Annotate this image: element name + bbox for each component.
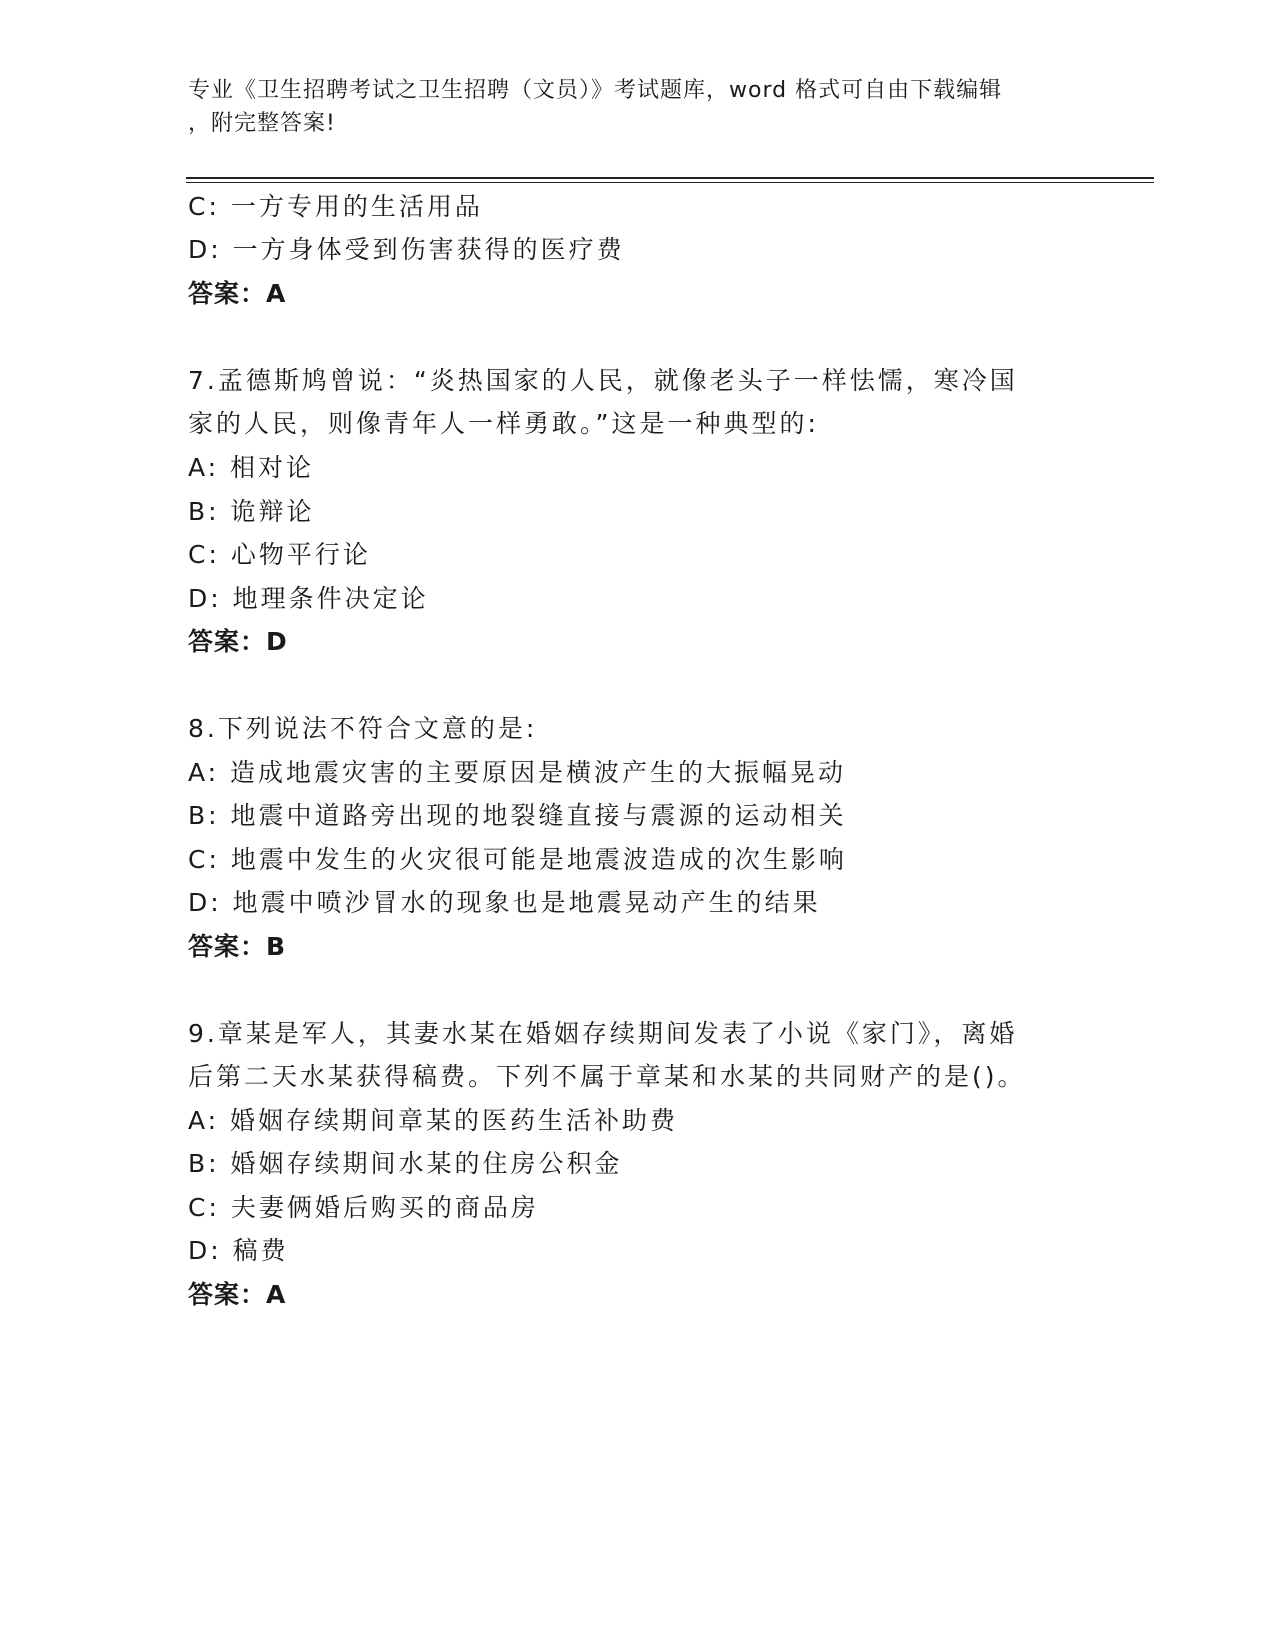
prev-option-c: C: 一方专用的生活用品 xyxy=(188,192,483,221)
q9-option-a: A: 婚姻存续期间章某的医药生活补助费 xyxy=(188,1106,679,1135)
q7-stem-line-1: 7.孟德斯鸠曾说：“炎热国家的人民，就像老头子一样怯懦，寒冷国 xyxy=(188,366,1018,395)
q9-option-c: C: 夫妻俩婚后购买的商品房 xyxy=(188,1193,539,1222)
q8-stem-line-1: 8.下列说法不符合文意的是: xyxy=(188,714,538,743)
q9-option-b: B: 婚姻存续期间水某的住房公积金 xyxy=(188,1149,623,1178)
q8-option-c: C: 地震中发生的火灾很可能是地震波造成的次生影响 xyxy=(188,845,847,874)
q7-answer: 答案：D xyxy=(188,627,288,656)
q8-option-a: A: 造成地震灾害的主要原因是横波产生的大振幅晃动 xyxy=(188,758,847,787)
q8-option-b: B: 地震中道路旁出现的地裂缝直接与震源的运动相关 xyxy=(188,801,847,830)
q9-answer: 答案：A xyxy=(188,1280,287,1309)
prev-answer: 答案：A xyxy=(188,279,287,308)
prev-option-d: D: 一方身体受到伤害获得的医疗费 xyxy=(188,235,625,264)
q9-option-d: D: 稿费 xyxy=(188,1236,289,1265)
q7-option-d: D: 地理条件决定论 xyxy=(188,584,429,613)
header-divider-thin xyxy=(186,182,1154,183)
q7-option-c: C: 心物平行论 xyxy=(188,540,371,569)
header-line-1: 专业《卫生招聘考试之卫生招聘（文员）》考试题库，word 格式可自由下载编辑 xyxy=(188,78,1003,103)
header-line-2: ，附完整答案! xyxy=(188,111,336,136)
q9-stem-line-2: 后第二天水某获得稿费。下列不属于章某和水某的共同财产的是()。 xyxy=(188,1062,1026,1091)
document-header xyxy=(188,74,1078,140)
q8-option-d: D: 地震中喷沙冒水的现象也是地震晃动产生的结果 xyxy=(188,888,821,917)
q8-answer: 答案：B xyxy=(188,932,287,961)
q9-stem-line-1: 9.章某是军人，其妻水某在婚姻存续期间发表了小说《家门》，离婚 xyxy=(188,1019,1018,1048)
header-divider-thick xyxy=(186,177,1154,179)
q7-option-b: B: 诡辩论 xyxy=(188,497,315,526)
q7-stem-line-2: 家的人民，则像青年人一样勇敢。”这是一种典型的: xyxy=(188,409,819,438)
q7-option-a: A: 相对论 xyxy=(188,453,315,482)
